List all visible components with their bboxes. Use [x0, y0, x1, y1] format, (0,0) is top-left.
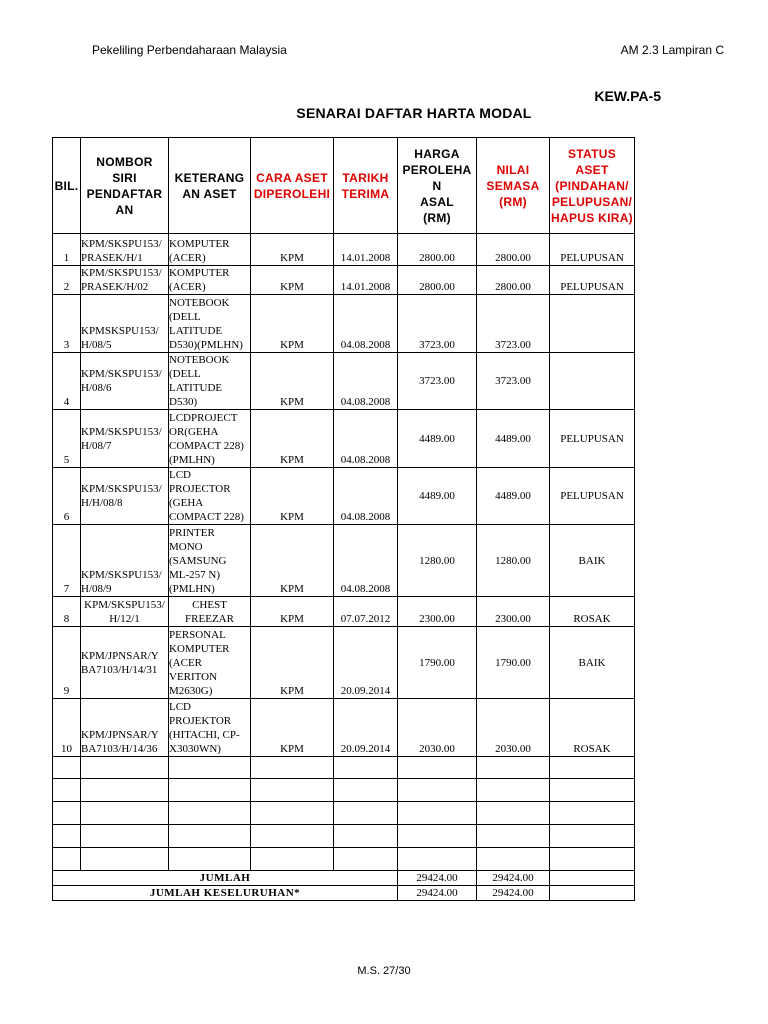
cell-keterangan: NOTEBOOK (DELL LATITUDE D530) — [169, 353, 251, 410]
cell-status — [550, 353, 635, 410]
form-code: KEW.PA-5 — [594, 88, 661, 104]
cell-tarikh: 14.01.2008 — [334, 266, 398, 295]
cell-status — [550, 295, 635, 353]
cell-nilai: 2800.00 — [477, 266, 550, 295]
empty-row — [53, 825, 635, 848]
cell-bil: 10 — [53, 699, 81, 757]
cell-tarikh: 20.09.2014 — [334, 699, 398, 757]
cell-bil: 3 — [53, 295, 81, 353]
cell-tarikh: 04.08.2008 — [334, 468, 398, 525]
col-header-nilai: NILAI SEMASA (RM) — [477, 138, 550, 234]
cell-cara: KPM — [251, 627, 334, 699]
cell-bil: 8 — [53, 597, 81, 627]
cell-tarikh: 07.07.2012 — [334, 597, 398, 627]
jumlah-keseluruhan-row — [53, 886, 635, 901]
cell-harga: 3723.00 — [398, 295, 477, 353]
cell-tarikh: 04.08.2008 — [334, 525, 398, 597]
cell-nilai: 4489.00 — [477, 468, 550, 525]
cell-cara: KPM — [251, 266, 334, 295]
cell-cara: KPM — [251, 468, 334, 525]
cell-bil: 1 — [53, 234, 81, 266]
jumlah-harga: 29424.00 — [398, 871, 477, 886]
cell-nombor-siri: KPMSKSPU153/ H/08/5 — [81, 295, 169, 353]
table-header-row — [53, 138, 635, 234]
cell-harga: 2030.00 — [398, 699, 477, 757]
table-row — [53, 597, 635, 627]
cell-keterangan: LCD PROJEKTOR (HITACHI, CP- X3030WN) — [169, 699, 251, 757]
cell-keterangan: LCD PROJECTOR (GEHA COMPACT 228) — [169, 468, 251, 525]
col-header-harga: HARGA PEROLEHA N ASAL (RM) — [398, 138, 477, 234]
cell-keterangan: KOMPUTER (ACER) — [169, 266, 251, 295]
cell-nombor-siri: KPM/SKSPU153/ H/12/1 — [81, 597, 169, 627]
cell-tarikh: 04.08.2008 — [334, 410, 398, 468]
cell-status: BAIK — [550, 627, 635, 699]
cell-nilai: 2030.00 — [477, 699, 550, 757]
col-header-keterangan: KETERANG AN ASET — [169, 138, 251, 234]
cell-harga: 3723.00 — [398, 353, 477, 410]
col-header-status: STATUS ASET (PINDAHAN/ PELUPUSAN/ HAPUS KIRA) — [550, 138, 635, 234]
cell-status: PELUPUSAN — [550, 410, 635, 468]
cell-cara: KPM — [251, 234, 334, 266]
header-left-text: Pekeliling Perbendaharaan Malaysia — [92, 43, 287, 57]
cell-keterangan: KOMPUTER (ACER) — [169, 234, 251, 266]
cell-tarikh: 04.08.2008 — [334, 353, 398, 410]
cell-harga: 1280.00 — [398, 525, 477, 597]
cell-bil: 5 — [53, 410, 81, 468]
cell-keterangan: PRINTER MONO (SAMSUNG ML-257 N) (PMLHN) — [169, 525, 251, 597]
cell-nombor-siri: KPM/SKSPU153/ H/H/08/8 — [81, 468, 169, 525]
cell-cara: KPM — [251, 410, 334, 468]
table-row — [53, 699, 635, 757]
header-right-text: AM 2.3 Lampiran C — [620, 43, 724, 57]
col-header-cara: CARA ASET DIPEROLEHI — [251, 138, 334, 234]
cell-nombor-siri: KPM/SKSPU153/ H/08/7 — [81, 410, 169, 468]
cell-nombor-siri: KPM/SKSPU153/ PRASEK/H/02 — [81, 266, 169, 295]
table-row — [53, 295, 635, 353]
cell-nilai: 2300.00 — [477, 597, 550, 627]
cell-nilai: 3723.00 — [477, 295, 550, 353]
cell-keterangan: NOTEBOOK (DELL LATITUDE D530)(PMLHN) — [169, 295, 251, 353]
jumlah-keseluruhan-label: JUMLAH KESELURUHAN* — [53, 886, 398, 901]
cell-harga: 2800.00 — [398, 234, 477, 266]
table-row — [53, 627, 635, 699]
cell-harga: 4489.00 — [398, 468, 477, 525]
cell-tarikh: 14.01.2008 — [334, 234, 398, 266]
table-row — [53, 353, 635, 410]
col-header-bil: BIL. — [53, 138, 81, 234]
jumlah-keseluruhan-nilai: 29424.00 — [477, 886, 550, 901]
cell-status: PELUPUSAN — [550, 234, 635, 266]
cell-cara: KPM — [251, 525, 334, 597]
cell-bil: 2 — [53, 266, 81, 295]
empty-row — [53, 757, 635, 779]
cell-status: ROSAK — [550, 597, 635, 627]
cell-nombor-siri: KPM/SKSPU153/ H/08/9 — [81, 525, 169, 597]
cell-nilai: 1790.00 — [477, 627, 550, 699]
cell-keterangan: LCDPROJECT OR(GEHA COMPACT 228) (PMLHN) — [169, 410, 251, 468]
cell-bil: 6 — [53, 468, 81, 525]
page-title: SENARAI DAFTAR HARTA MODAL — [296, 105, 532, 121]
cell-nilai: 4489.00 — [477, 410, 550, 468]
cell-status: ROSAK — [550, 699, 635, 757]
empty-row — [53, 779, 635, 802]
empty-row — [53, 848, 635, 871]
asset-register-table — [52, 137, 635, 901]
cell-nombor-siri: KPM/JPNSAR/Y BA7103/H/14/36 — [81, 699, 169, 757]
jumlah-row — [53, 871, 635, 886]
jumlah-nilai: 29424.00 — [477, 871, 550, 886]
cell-harga: 4489.00 — [398, 410, 477, 468]
cell-status: PELUPUSAN — [550, 266, 635, 295]
cell-bil: 7 — [53, 525, 81, 597]
table-row — [53, 234, 635, 266]
cell-bil: 9 — [53, 627, 81, 699]
cell-nombor-siri: KPM/SKSPU153/ H/08/6 — [81, 353, 169, 410]
table-row — [53, 468, 635, 525]
cell-keterangan: PERSONAL KOMPUTER (ACER VERITON M2630G) — [169, 627, 251, 699]
cell-harga: 2800.00 — [398, 266, 477, 295]
col-header-tarikh: TARIKH TERIMA — [334, 138, 398, 234]
page-number: M.S. 27/30 — [357, 965, 411, 977]
cell-tarikh: 20.09.2014 — [334, 627, 398, 699]
cell-status: PELUPUSAN — [550, 468, 635, 525]
cell-harga: 2300.00 — [398, 597, 477, 627]
cell-cara: KPM — [251, 353, 334, 410]
cell-bil: 4 — [53, 353, 81, 410]
cell-nombor-siri: KPM/JPNSAR/Y BA7103/H/14/31 — [81, 627, 169, 699]
cell-nombor-siri: KPM/SKSPU153/ PRASEK/H/1 — [81, 234, 169, 266]
jumlah-keseluruhan-harga: 29424.00 — [398, 886, 477, 901]
table-row — [53, 410, 635, 468]
cell-cara: KPM — [251, 699, 334, 757]
cell-nilai: 2800.00 — [477, 234, 550, 266]
table-row — [53, 266, 635, 295]
cell-nilai: 3723.00 — [477, 353, 550, 410]
table-row — [53, 525, 635, 597]
cell-cara: KPM — [251, 597, 334, 627]
cell-tarikh: 04.08.2008 — [334, 295, 398, 353]
cell-nilai: 1280.00 — [477, 525, 550, 597]
jumlah-label: JUMLAH — [53, 871, 398, 886]
cell-cara: KPM — [251, 295, 334, 353]
cell-keterangan: CHEST FREEZAR — [169, 597, 251, 627]
col-header-nombor: NOMBOR SIRI PENDAFTAR AN — [81, 138, 169, 234]
empty-row — [53, 802, 635, 825]
cell-harga: 1790.00 — [398, 627, 477, 699]
cell-status: BAIK — [550, 525, 635, 597]
